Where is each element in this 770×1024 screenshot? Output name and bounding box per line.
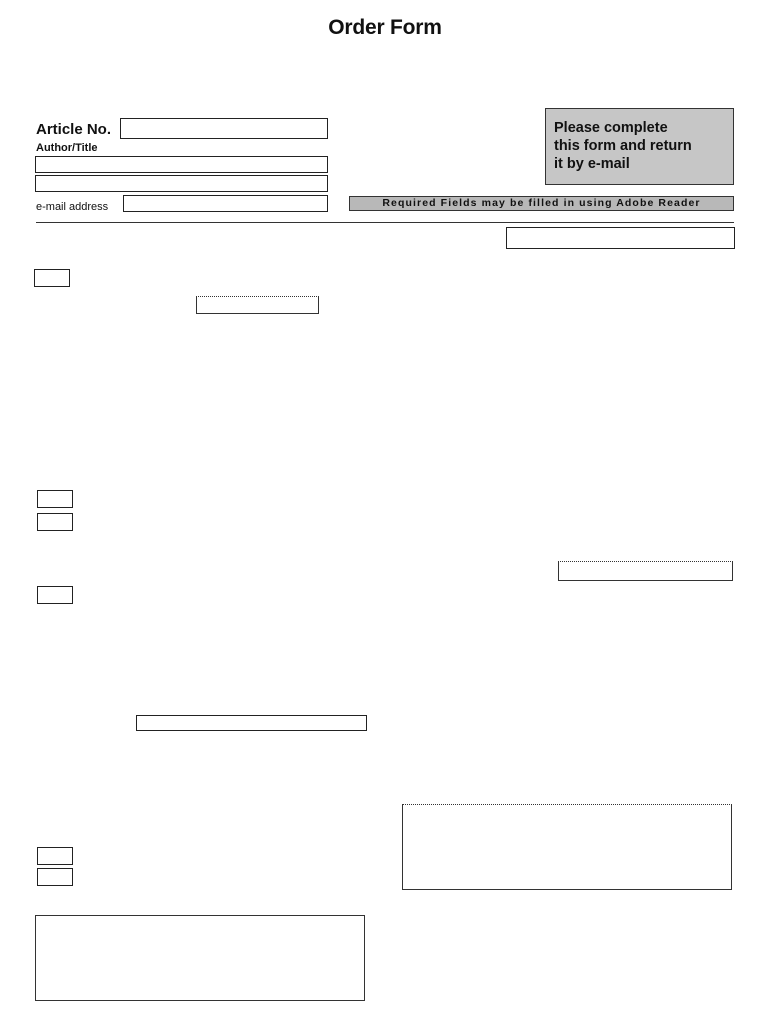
author-title-input-line-1[interactable] <box>35 156 328 173</box>
checkbox-1[interactable] <box>34 269 70 287</box>
author-title-input-line-2[interactable] <box>35 175 328 192</box>
field-a-input[interactable] <box>196 296 319 314</box>
author-title-label: Author/Title <box>36 142 98 154</box>
checkbox-4[interactable] <box>37 586 73 604</box>
section-divider <box>36 222 734 223</box>
checkbox-6[interactable] <box>37 868 73 886</box>
field-c-input[interactable] <box>136 715 367 731</box>
instruction-notice: Please complete this form and return it by e-mail <box>545 108 734 185</box>
checkbox-3[interactable] <box>37 513 73 531</box>
comments-right-textarea[interactable] <box>402 804 732 890</box>
checkbox-5[interactable] <box>37 847 73 865</box>
checkbox-2[interactable] <box>37 490 73 508</box>
article-no-input[interactable] <box>120 118 328 139</box>
required-fields-note: Required Fields may be filled in using Adobe Reader <box>349 196 734 211</box>
page-title: Order Form <box>328 16 442 39</box>
email-label: e-mail address <box>36 201 109 213</box>
field-b-input[interactable] <box>558 561 733 581</box>
top-right-input[interactable] <box>506 227 735 249</box>
article-no-label: Article No. <box>36 121 112 138</box>
comments-left-textarea[interactable] <box>35 915 365 1001</box>
email-input[interactable] <box>123 195 328 212</box>
